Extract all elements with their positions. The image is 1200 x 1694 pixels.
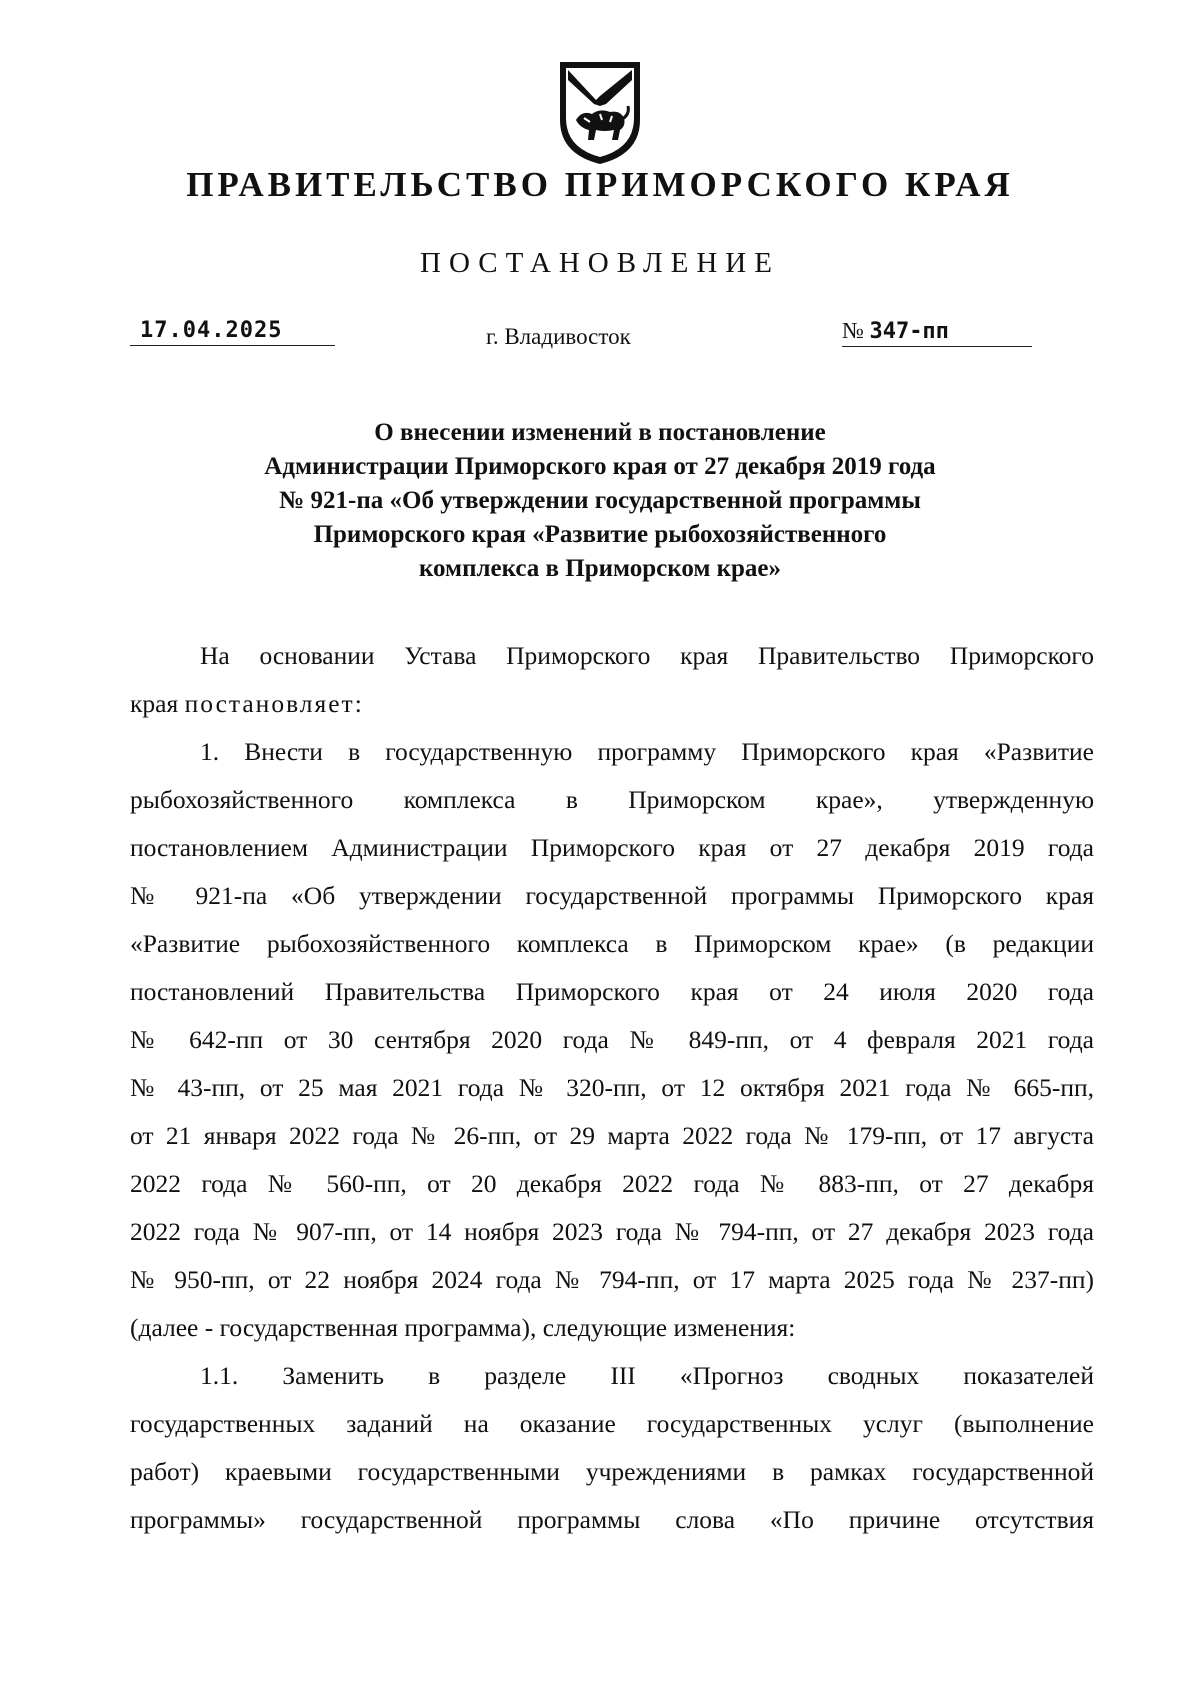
body-line: 2022 года № 907-пп, от 14 ноября 2023 года № 794-пп, от 27 декабря 2023 года — [130, 1217, 1094, 1246]
body-line: (далее - государственная программа), следующие изменения: — [130, 1313, 796, 1342]
body-line: «Развитие рыбохозяйственного комплекса в Приморском крае» (в редакции — [130, 929, 1094, 958]
document-number — [842, 318, 1032, 347]
body-line: постановлением Администрации Приморского края от 27 декабря 2019 года — [130, 833, 1094, 862]
document-title — [160, 416, 1040, 586]
document-city: г. Владивосток — [486, 324, 631, 349]
document-type: ПОСТАНОВЛЕНИЕ — [420, 247, 780, 279]
body-line — [130, 680, 1094, 728]
body-line: рыбохозяйственного комплекса в Приморском крае», утвержденную — [130, 785, 1094, 814]
body-line: № 642-пп от 30 сентября 2020 года № 849-пп, от 4 февраля 2021 года — [130, 1025, 1094, 1054]
body-line: от 21 января 2022 года № 26-пп, от 29 марта 2022 года № 179-пп, от 17 августа — [130, 1121, 1094, 1150]
document-date: 17.04.2025 — [130, 318, 335, 346]
body-line: 1.1. Заменить в разделе III «Прогноз сводных показателей — [200, 1361, 1094, 1390]
body-line: № 43-пп, от 25 мая 2021 года № 320-пп, от 12 октября 2021 года № 665-пп, — [130, 1073, 1094, 1102]
body-line: № 950-пп, от 22 ноября 2024 года № 794-пп, от 17 марта 2025 года № 237-пп) — [130, 1265, 1094, 1294]
body-line: работ) краевыми государственными учреждениями в рамках государственной — [130, 1457, 1094, 1486]
body-line: 1. Внести в государственную программу Приморского края «Развитие — [200, 737, 1094, 766]
title-line: Приморского края «Развитие рыбохозяйственного — [313, 521, 887, 548]
body-line: государственных заданий на оказание государственных услуг (выполнение — [130, 1409, 1094, 1438]
body-line: постановлений Правительства Приморского края от 24 июля 2020 года — [130, 977, 1094, 1006]
text-fragment: края — [130, 689, 179, 718]
body-line: На основании Устава Приморского края Правительство Приморского — [200, 641, 1094, 670]
body-line: № 921-па «Об утверждении государственной программы Приморского края — [130, 881, 1094, 910]
number-sign: № — [842, 318, 864, 343]
title-line: Администрации Приморского края от 27 декабря 2019 года — [264, 453, 936, 480]
number-value: 347-пп — [869, 319, 949, 344]
title-line: № 921-па «Об утверждении государственной программы — [279, 487, 921, 514]
title-line: комплекса в Приморском крае» — [418, 555, 782, 582]
organization-name: ПРАВИТЕЛЬСТВО ПРИМОРСКОГО КРАЯ — [186, 165, 1014, 204]
body-line: программы» государственной программы слова «По причине отсутствия — [130, 1505, 1094, 1534]
title-line: О внесении изменений в постановление — [374, 419, 826, 446]
coat-of-arms-emblem — [556, 58, 644, 168]
body-line: 2022 года № 560-пп, от 20 декабря 2022 года № 883-пп, от 27 декабря — [130, 1169, 1094, 1198]
text-fragment-spaced: постановляет: — [184, 689, 364, 718]
